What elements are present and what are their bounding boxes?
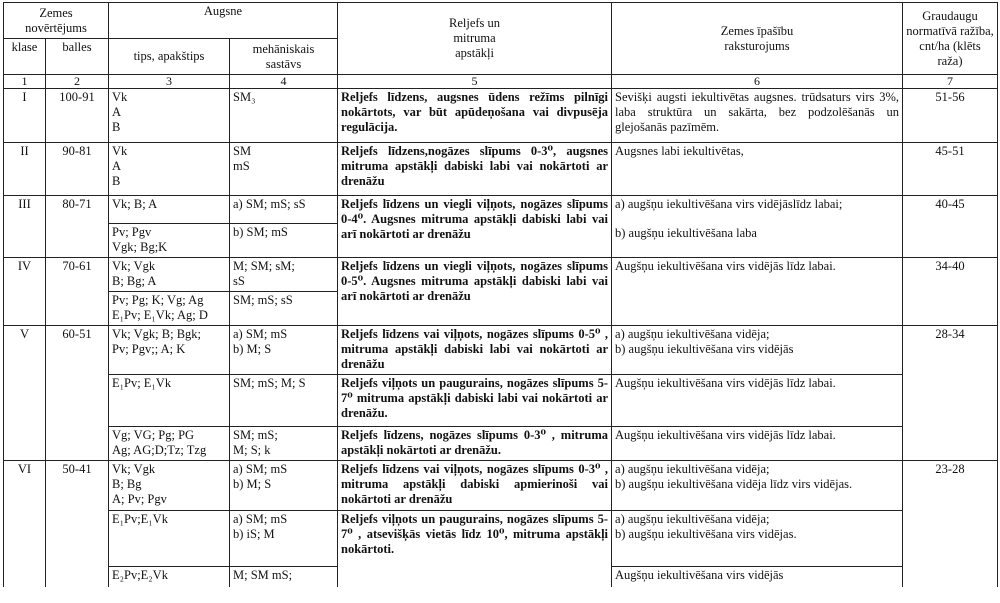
klase-cell: V bbox=[4, 326, 46, 461]
tips-line: E₁Pv; E₁Vk; Ag; D bbox=[112, 308, 208, 322]
ipasibas-cell bbox=[612, 461, 903, 511]
reljefs-cell: Reljefs līdzens, augsnes ūdens režīms pilnīgi nokārtots, var būt apūdeņošana vai divpusēja regulācija. bbox=[338, 89, 612, 143]
raziba-cell: 34-40 bbox=[903, 258, 998, 326]
raziba-cell: 51-56 bbox=[903, 89, 998, 143]
tips-line: A bbox=[112, 105, 122, 119]
table-row bbox=[4, 326, 998, 375]
reljefs-cell: Reljefs līdzens,nogāzes slīpums 0-3⁰, augsnes mitruma apstākļi dabiski labi vai nokārtoti ar drenāžu bbox=[338, 143, 612, 196]
tips-line: Vg; VG; Pg; PG bbox=[112, 428, 195, 442]
meh-cell: b) SM; mS bbox=[230, 224, 338, 258]
meh-line: a) SM; mS bbox=[233, 327, 288, 341]
tips-line: Vk; Vgk; B; Bgk; bbox=[112, 327, 202, 341]
meh-line: a) SM; mS bbox=[233, 512, 288, 526]
balles-cell: 70-61 bbox=[46, 258, 109, 326]
tips-line: B bbox=[112, 120, 121, 134]
meh-cell bbox=[230, 461, 338, 511]
tips-line: B; Bg; A bbox=[112, 274, 157, 288]
klase-cell: I bbox=[4, 89, 46, 143]
meh-cell bbox=[230, 511, 338, 567]
reljefs-cell: Reljefs līdzens un viegli viļņots, nogāzes slīpums 0-5⁰. Augsnes mitruma apstākļi dabiski labi vai arī nokārtoti ar drenāžu bbox=[338, 258, 612, 326]
balles-cell: 100-91 bbox=[46, 89, 109, 143]
table-row bbox=[4, 89, 998, 143]
balles-cell: 60-51 bbox=[46, 326, 109, 461]
meh-line: SM; mS; bbox=[233, 428, 278, 442]
meh-cell: SM; mS; M; S bbox=[230, 375, 338, 427]
tips-line: A bbox=[112, 159, 122, 173]
header-reljefs bbox=[338, 3, 612, 75]
table-row bbox=[4, 258, 998, 292]
ipasibas-line: b) augšņu iekultivēšana virs vidējās bbox=[615, 342, 794, 356]
col-number-4: 4 bbox=[230, 75, 338, 89]
tips-cell bbox=[109, 89, 230, 143]
reljefs-cell: Reljefs viļņots un paugurains, nogāzes slīpums 5-7⁰ , atsevišķās vietās līdz 10⁰, mitruma apstākļi nokārtoti. bbox=[338, 511, 612, 587]
meh-cell: M; SM mS; bbox=[230, 567, 338, 587]
reljefs-cell: Reljefs viļņots un paugurains, nogāzes slīpums 5-7⁰ mitruma apstākļi dabiski labi vai nokārtoti ar drenāžu. bbox=[338, 375, 612, 427]
tips-line: B bbox=[112, 174, 121, 188]
raziba-cell: 23-28 bbox=[903, 461, 998, 587]
col-number-5: 5 bbox=[338, 75, 612, 89]
header-meh-text: mehāniskais sastāvs bbox=[252, 41, 315, 71]
tips-line: Pv; Pg; K; Vg; Ag bbox=[112, 293, 204, 307]
meh-cell bbox=[230, 143, 338, 196]
meh-line: M; S; k bbox=[233, 443, 271, 457]
header-meh bbox=[230, 39, 338, 75]
header-tips bbox=[109, 39, 230, 75]
header-zemes-novertejums: Zemes novērtējums bbox=[4, 3, 109, 39]
klase-cell: III bbox=[4, 196, 46, 258]
col-number-7: 7 bbox=[903, 75, 998, 89]
header-ipasibas bbox=[612, 3, 903, 75]
tips-line: Vk bbox=[112, 90, 128, 104]
table-row bbox=[4, 461, 998, 511]
header-reljefs-text: Reljefs un mitruma apstākļi bbox=[448, 16, 501, 60]
meh-cell: SM; mS; sS bbox=[230, 292, 338, 326]
tips-cell: Vk; B; A bbox=[109, 196, 230, 224]
tips-cell: E₂Pv;E₂Vk bbox=[109, 567, 230, 587]
meh-line: a) SM; mS bbox=[233, 462, 288, 476]
ipasibas-cell: Augsnes labi iekultivētas, bbox=[612, 143, 903, 196]
reljefs-cell: Reljefs līdzens vai viļņots, nogāzes slīpums 0-3⁰ , mitruma apstākļi dabiski apmierinoši vai nokārtoti ar drenāžu bbox=[338, 461, 612, 511]
tips-line: Vk; Vgk bbox=[112, 259, 156, 273]
header-raziba: Graudaugu normatīvā ražība, cnt/ha (klēts raža) bbox=[903, 3, 998, 75]
tips-line: Pv; Pgv bbox=[112, 225, 152, 239]
reljefs-cell: Reljefs līdzens un viegli viļņots, nogāzes slīpums 0-4⁰. Augsnes mitruma apstākļi dabiski labi vai arī nokārtoti ar drenāžu bbox=[338, 196, 612, 258]
klase-cell: VI bbox=[4, 461, 46, 587]
meh-line: b) iS; M bbox=[233, 527, 275, 541]
soil-classification-table bbox=[3, 2, 998, 587]
meh-cell bbox=[230, 326, 338, 375]
ipasibas-cell: Augšņu iekultivēšana virs vidējās līdz labai. bbox=[612, 258, 903, 326]
reljefs-cell: Reljefs līdzens, nogāzes slīpums 0-3⁰ , mitruma apstākļi nokārtoti ar drenāžu. bbox=[338, 427, 612, 461]
col-number-2: 2 bbox=[46, 75, 109, 89]
header-ipasibas-text: Zemes īpašību raksturojums bbox=[720, 23, 794, 53]
raziba-cell: 40-45 bbox=[903, 196, 998, 258]
tips-line: B; Bg bbox=[112, 477, 142, 491]
meh-line: M; SM; sM; bbox=[233, 259, 295, 273]
header-balles: balles bbox=[46, 39, 109, 75]
tips-line: Pv; Pgv;; A; K bbox=[112, 342, 186, 356]
raziba-cell: 45-51 bbox=[903, 143, 998, 196]
balles-cell: 80-71 bbox=[46, 196, 109, 258]
tips-line: A; Pv; Pgv bbox=[112, 492, 167, 506]
col-number-3: 3 bbox=[109, 75, 230, 89]
balles-cell: 50-41 bbox=[46, 461, 109, 587]
ipasibas-line: b) augšņu iekultivēšana laba bbox=[615, 226, 757, 240]
tips-cell bbox=[109, 427, 230, 461]
tips-line: Ag; AG;D;Tz; Tzg bbox=[112, 443, 207, 457]
balles-cell: 90-81 bbox=[46, 143, 109, 196]
meh-line: SM bbox=[233, 144, 252, 158]
ipasibas-line: b) augšņu iekultivēšana virs vidējas. bbox=[615, 527, 797, 541]
ipasibas-cell: Augšņu iekultivēšana virs vidējās līdz labai. bbox=[612, 375, 903, 427]
raziba-cell: 28-34 bbox=[903, 326, 998, 461]
tips-line: Vk; Vgk bbox=[112, 462, 156, 476]
ipasibas-cell bbox=[612, 326, 903, 375]
meh-line: b) M; S bbox=[233, 342, 272, 356]
header-klase: klase bbox=[4, 39, 46, 75]
ipasibas-line: a) augšņu iekultivēšana vidēja; bbox=[615, 512, 770, 526]
ipasibas-cell bbox=[612, 196, 903, 258]
ipasibas-line: b) augšņu iekultivēšana vidēja līdz virs vidējas. bbox=[615, 477, 853, 491]
tips-line: Vk bbox=[112, 144, 128, 158]
col-number-6: 6 bbox=[612, 75, 903, 89]
col-number-1: 1 bbox=[4, 75, 46, 89]
ipasibas-cell: Sevišķi augsti iekultivētas augsnes. trūdsaturs virs 3%, laba struktūra un sakārta, bez podzolēšanās un glejošanās pazīmēm. bbox=[612, 89, 903, 143]
tips-cell: E₁Pv;E₁Vk bbox=[109, 511, 230, 567]
ipasibas-line: a) augšņu iekultivēšana vidēja; bbox=[615, 327, 770, 341]
table-row bbox=[4, 511, 998, 567]
table-row bbox=[4, 375, 998, 427]
meh-line: b) M; S bbox=[233, 477, 272, 491]
header-augsne: Augsne bbox=[109, 3, 338, 39]
meh-line: sS bbox=[233, 274, 245, 288]
tips-cell bbox=[109, 292, 230, 326]
ipasibas-line: a) augšņu iekultivēšana vidēja; bbox=[615, 462, 770, 476]
ipasibas-cell: Augšņu iekultivēšana virs vidējās bbox=[612, 567, 903, 587]
ipasibas-cell bbox=[612, 511, 903, 567]
tips-line: Vgk; Bg;K bbox=[112, 240, 168, 254]
meh-line: mS bbox=[233, 159, 250, 173]
reljefs-cell: Reljefs līdzens vai viļņots, nogāzes slīpums 0-5⁰ , mitruma apstākļi dabiski labi vai nokārtoti ar drenāžu bbox=[338, 326, 612, 375]
header-tips-text: tips, apakštips bbox=[133, 49, 205, 63]
tips-cell bbox=[109, 461, 230, 511]
ipasibas-line: a) augšņu iekultivēšana virs vidējāslīdz labai; bbox=[615, 197, 843, 211]
table-row bbox=[4, 427, 998, 461]
tips-cell bbox=[109, 326, 230, 375]
table-row bbox=[4, 196, 998, 224]
klase-cell: IV bbox=[4, 258, 46, 326]
tips-cell: E₁Pv; E₁Vk bbox=[109, 375, 230, 427]
klase-cell: II bbox=[4, 143, 46, 196]
tips-cell bbox=[109, 224, 230, 258]
tips-cell bbox=[109, 258, 230, 292]
table-row bbox=[4, 143, 998, 196]
meh-cell bbox=[230, 427, 338, 461]
ipasibas-cell: Augšņu iekultivēšana virs vidējās līdz labai. bbox=[612, 427, 903, 461]
meh-cell bbox=[230, 258, 338, 292]
tips-cell bbox=[109, 143, 230, 196]
meh-cell: a) SM; mS; sS bbox=[230, 196, 338, 224]
meh-cell: SM₃ bbox=[230, 89, 338, 143]
